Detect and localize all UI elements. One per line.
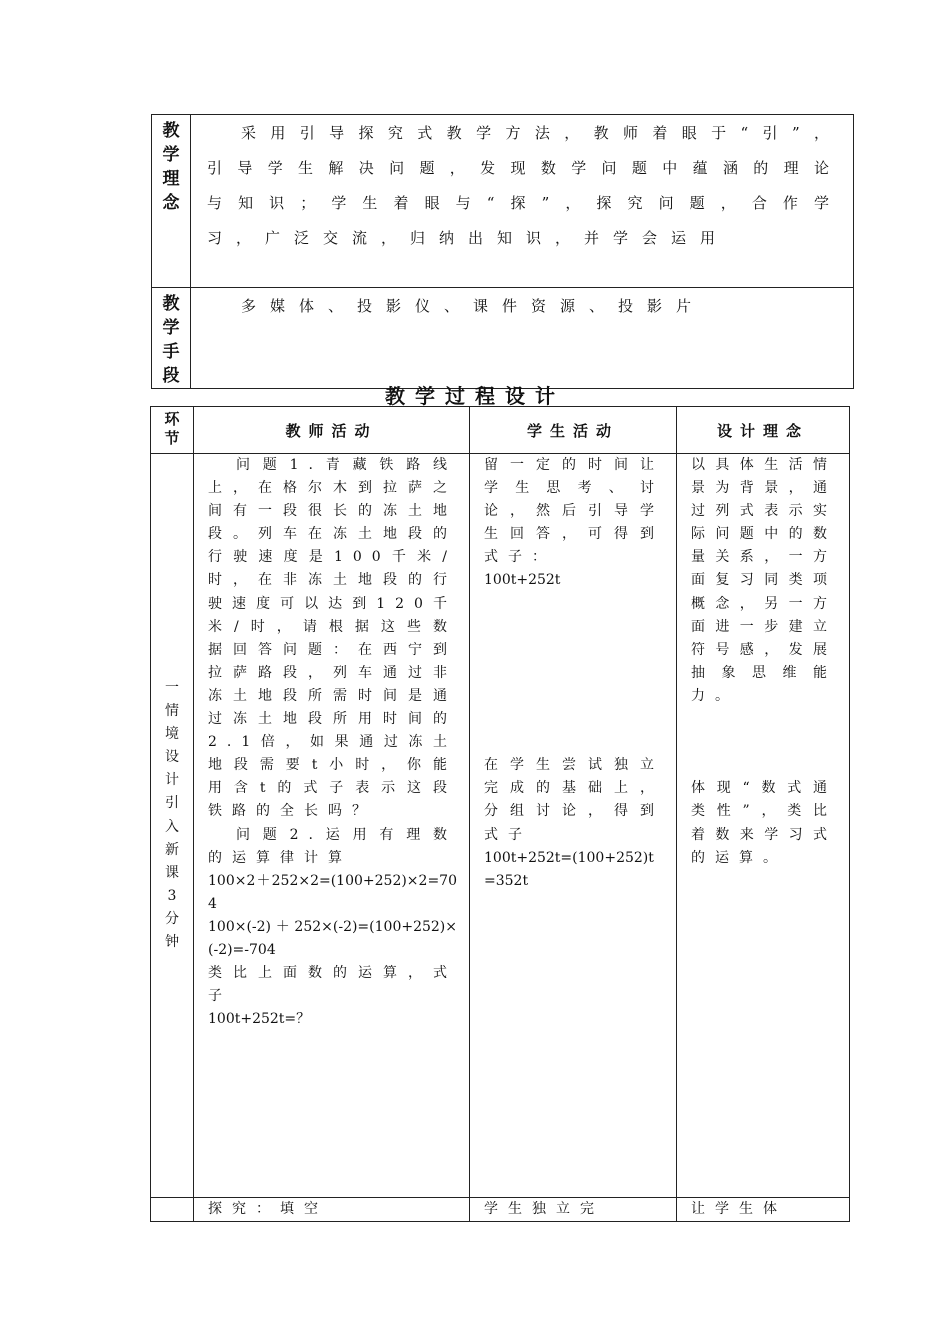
teacher-calc-1: 100×2＋252×2=(100+252)×2=704: [208, 872, 457, 912]
process-design-table: [150, 406, 850, 1222]
page-title: 教学过程设计: [385, 384, 565, 408]
teacher-calc-2: 100×(-2)＋252×(-2)=(100+252)×(-2)=-704: [208, 918, 457, 958]
teacher-question-2: 问题2.运用有理数的运算律计算: [208, 826, 457, 866]
student-explore: 学生独立完: [484, 1201, 604, 1217]
stage-label-situation: 一情境设计 引入新课 3分钟: [165, 680, 179, 951]
header-teacher-activity: 教师活动: [285, 421, 378, 440]
teaching-philosophy-row: [152, 115, 854, 288]
header-student-activity: 学生活动: [526, 421, 619, 440]
teaching-info-table: [151, 114, 854, 389]
teaching-means-label: 教学手段: [162, 294, 180, 386]
process-row-explore: [151, 1198, 850, 1222]
teaching-philosophy-label: 教学理念: [162, 121, 180, 213]
teacher-explore: 探究：填空: [208, 1201, 328, 1217]
teaching-means-row: [152, 288, 854, 389]
teaching-philosophy-text: 采用引导探究式教学方法，教师着眼于“引”，引导学生解决问题，发现数学问题中蕴涵的理论与知识；学生着眼与“探”，探究问题，合作学习，广泛交流，归纳出知识，并学会运用: [207, 124, 843, 247]
student-expression-2: 100t+252t=(100+252)t=352t: [484, 849, 654, 889]
process-row-situation: [151, 454, 850, 1198]
process-header-row: [151, 407, 850, 454]
design-explore: 让学生体: [691, 1201, 787, 1217]
design-concept-2: 体现“数式通类性”，类比着数来学习式的运算。: [691, 780, 837, 866]
header-design-concept: 设计理念: [716, 421, 809, 440]
teacher-expression: 100t+252t=？: [208, 1011, 311, 1028]
student-expression-1: 100t+252t: [484, 572, 561, 589]
design-concept-1: 以具体生活情景为背景，通过列式表示实际问题中的数量关系，一方面复习同类项概念，另一方面进一步建立符号感，发展抽象思维能力。: [691, 457, 837, 704]
student-activity-1: 留一定的时间让学生思考、讨论，然后引导学生回答，可得到式子：: [484, 457, 664, 566]
teacher-analogy: 类比上面数的运算，式子: [208, 965, 457, 1005]
teacher-question-1: 问题1.青藏铁路线上，在格尔木到拉萨之间有一段很长的冻土地段。列车在冻土地段的行驶速度是100千米/时，在非冻土地段的行驶速度可以达到120千米/时，请根据这些数据回答问题：在西宁到拉萨路段，列车通过非冻土地段所需时间是通过冻土地段所用时间的2.1倍，如果通过冻土地段需要t小时，你能用含t的式子表示这段铁路的全长吗？: [208, 457, 457, 820]
header-stage: 环节: [164, 410, 180, 447]
student-activity-2: 在学生尝试独立完成的基础上，分组讨论，得到式子: [484, 757, 664, 843]
teaching-means-text: 多媒体、投影仪、课件资源、投影片: [241, 297, 706, 315]
